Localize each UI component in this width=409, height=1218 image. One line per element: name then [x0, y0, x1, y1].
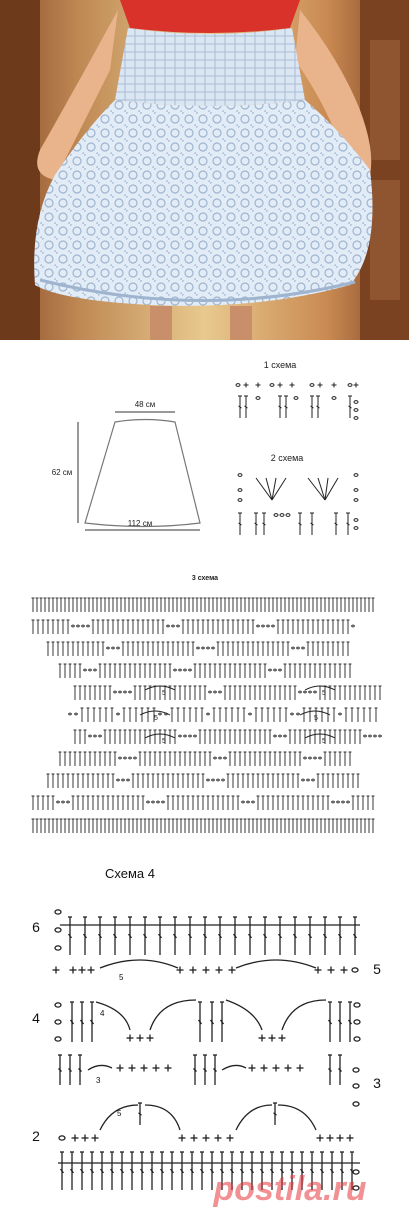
chain-stitch	[267, 625, 270, 627]
chain-stitch	[339, 713, 342, 715]
scheme4-stitches	[53, 910, 361, 1190]
chain-arc	[226, 1000, 262, 1030]
chain-stitch	[197, 647, 200, 649]
chain-arc	[100, 960, 178, 968]
chain-stitch	[354, 401, 358, 404]
skirt-outline	[85, 420, 200, 527]
chain-stitch	[177, 625, 180, 627]
chain-stitch	[184, 669, 187, 671]
chain-stitch	[129, 757, 132, 759]
chain-stitch	[69, 713, 72, 715]
chain-stitch	[352, 625, 355, 627]
chain-stitch	[236, 384, 240, 387]
chain-stitch	[291, 713, 294, 715]
chain-stitch	[354, 1003, 360, 1007]
chain-stitch	[280, 514, 284, 517]
chain-stitch	[147, 801, 150, 803]
chain-stitch	[167, 625, 170, 627]
chain-stitch	[217, 779, 220, 781]
chain-stitch	[194, 735, 197, 737]
chain-stitch	[354, 499, 358, 502]
chain-stitch	[256, 397, 260, 400]
chain-stitch	[272, 625, 275, 627]
chain-stitch	[374, 735, 377, 737]
chain-stitch	[354, 519, 358, 522]
chain-arc	[278, 1105, 316, 1130]
chain-stitch	[55, 946, 61, 950]
chain-stitch	[310, 384, 314, 387]
chain-stitch	[354, 474, 358, 477]
chain-stitch	[304, 757, 307, 759]
scheme2-stitches	[238, 474, 358, 535]
chain-stitch	[302, 647, 305, 649]
chain-stitch	[129, 691, 132, 693]
chain-stitch	[89, 735, 92, 737]
chain-stitch	[314, 757, 317, 759]
chain-stitch	[354, 417, 358, 420]
row-number-5: 5	[373, 961, 381, 977]
chain-stitch	[214, 691, 217, 693]
chain-stitch	[294, 397, 298, 400]
chain-stitch	[214, 757, 217, 759]
chain-stitch	[284, 735, 287, 737]
pattern-scheme-4	[0, 850, 409, 1213]
fan-stitch	[308, 478, 325, 500]
fan-stitch	[256, 478, 272, 500]
scheme3-arc-label: 5	[162, 738, 166, 745]
chain-stitch	[269, 669, 272, 671]
chain-stitch	[134, 757, 137, 759]
chain-stitch	[352, 968, 358, 972]
chain-stitch	[292, 647, 295, 649]
chain-stitch	[59, 1136, 65, 1140]
chain-stitch	[174, 669, 177, 671]
row-number-3: 3	[373, 1075, 381, 1091]
chain-stitch	[319, 757, 322, 759]
scheme3-arc-label: 5	[314, 715, 318, 722]
chain-stitch	[119, 757, 122, 759]
chain-stitch	[353, 1102, 359, 1106]
scheme3-stitches	[32, 598, 382, 833]
chain-stitch	[114, 691, 117, 693]
chain-stitch	[312, 779, 315, 781]
chain-stitch	[379, 735, 382, 737]
chain-stitch	[212, 779, 215, 781]
chain-stitch	[82, 625, 85, 627]
chain-arc	[145, 1105, 180, 1130]
chain-stitch	[279, 735, 282, 737]
scheme3-arc-label: 5	[322, 690, 326, 697]
chain-stitch	[224, 757, 227, 759]
chain-stitch	[219, 757, 222, 759]
chain-stitch	[55, 928, 61, 932]
scheme4-arc-label: 5	[117, 1109, 122, 1118]
chain-arc	[236, 1105, 272, 1130]
chain-stitch	[257, 625, 260, 627]
chain-stitch	[75, 713, 78, 715]
chain-stitch	[72, 625, 75, 627]
dc-stitch-bar	[274, 1113, 277, 1115]
chain-stitch	[219, 691, 222, 693]
scheme4-arc-label: 3	[96, 1076, 101, 1085]
skirt-photo	[0, 0, 409, 340]
chain-stitch	[207, 647, 210, 649]
chain-stitch	[157, 801, 160, 803]
pattern-schemes-1-2	[0, 340, 409, 550]
chain-stitch	[162, 801, 165, 803]
schemes-1-2-drawing	[0, 340, 409, 550]
chain-stitch	[55, 1020, 61, 1024]
chain-stitch	[354, 527, 358, 530]
chain-stitch	[309, 757, 312, 759]
chain-stitch	[369, 735, 372, 737]
scheme4-arc-label: 5	[119, 973, 124, 982]
row-number-6: 6	[32, 919, 40, 935]
chain-stitch	[179, 669, 182, 671]
chain-stitch	[84, 669, 87, 671]
chain-stitch	[342, 801, 345, 803]
chain-stitch	[347, 801, 350, 803]
chain-stitch	[122, 779, 125, 781]
chain-stitch	[124, 691, 127, 693]
pattern-scheme-3	[0, 550, 409, 850]
scheme4-arc-label: 4	[100, 1009, 105, 1018]
scheme3-drawing	[0, 550, 409, 850]
chain-stitch	[297, 647, 300, 649]
chain-stitch	[332, 801, 335, 803]
chain-stitch	[57, 801, 60, 803]
chain-arc	[236, 960, 316, 968]
chain-stitch	[87, 625, 90, 627]
chain-stitch	[94, 669, 97, 671]
chain-stitch	[238, 499, 242, 502]
chain-stitch	[337, 801, 340, 803]
chain-stitch	[222, 779, 225, 781]
chain-stitch	[354, 1020, 360, 1024]
chain-stitch	[55, 1037, 61, 1041]
side-dimension-label: 62 см	[51, 468, 73, 477]
chain-stitch	[247, 801, 250, 803]
chain-stitch	[270, 384, 274, 387]
chain-stitch	[304, 691, 307, 693]
chain-stitch	[353, 1068, 359, 1072]
fan-stitch	[318, 478, 325, 500]
skirt-photo-image	[0, 0, 409, 340]
chain-stitch	[107, 647, 110, 649]
chain-stitch	[207, 779, 210, 781]
chain-stitch	[172, 625, 175, 627]
scheme1-stitches	[236, 383, 359, 420]
chain-stitch	[207, 713, 210, 715]
chain-stitch	[189, 735, 192, 737]
chain-stitch	[286, 514, 290, 517]
chain-stitch	[77, 625, 80, 627]
chain-stitch	[117, 779, 120, 781]
chain-stitch	[354, 409, 358, 412]
chain-stitch	[212, 647, 215, 649]
chain-stitch	[279, 669, 282, 671]
chain-stitch	[238, 489, 242, 492]
scheme4-drawing	[0, 850, 409, 1213]
chain-stitch	[159, 713, 162, 715]
watermark: postila.ru	[213, 1170, 367, 1208]
chain-stitch	[364, 735, 367, 737]
chain-stitch	[348, 384, 352, 387]
chain-stitch	[184, 735, 187, 737]
chain-stitch	[55, 1003, 61, 1007]
chain-stitch	[249, 713, 252, 715]
scheme3-title: 3 схема	[191, 575, 219, 582]
chain-stitch	[89, 669, 92, 671]
chain-stitch	[152, 801, 155, 803]
chain-stitch	[238, 474, 242, 477]
chain-stitch	[302, 779, 305, 781]
chain-stitch	[307, 779, 310, 781]
chain-stitch	[119, 691, 122, 693]
chain-stitch	[314, 691, 317, 693]
chain-stitch	[262, 625, 265, 627]
chain-arc	[222, 1065, 246, 1070]
scheme1-title: 1 схема	[263, 360, 297, 370]
chain-stitch	[112, 647, 115, 649]
chain-arc	[282, 1000, 326, 1030]
chain-stitch	[274, 514, 278, 517]
chain-stitch	[354, 1037, 360, 1041]
chain-stitch	[332, 397, 336, 400]
chain-stitch	[124, 757, 127, 759]
chain-stitch	[62, 801, 65, 803]
chain-arc	[150, 1000, 196, 1030]
chain-stitch	[274, 669, 277, 671]
chain-stitch	[299, 691, 302, 693]
chain-stitch	[55, 910, 61, 914]
chain-stitch	[252, 801, 255, 803]
scheme3-arc-label: 5	[322, 738, 326, 745]
scheme2-title: 2 схема	[270, 453, 304, 463]
chain-stitch	[117, 647, 120, 649]
scheme3-arc-label: 5	[154, 715, 158, 722]
chain-stitch	[354, 489, 358, 492]
chain-arc	[88, 1065, 112, 1070]
chain-stitch	[202, 647, 205, 649]
chain-stitch	[94, 735, 97, 737]
chain-stitch	[309, 691, 312, 693]
chain-stitch	[242, 801, 245, 803]
chain-stitch	[67, 801, 70, 803]
chain-stitch	[297, 713, 300, 715]
top-dimension-label: 48 см	[134, 400, 156, 409]
row-number-4: 4	[32, 1010, 40, 1026]
chain-stitch	[99, 735, 102, 737]
scheme4-title: Схема 4	[105, 866, 155, 881]
chain-stitch	[179, 735, 182, 737]
scheme3-arc-label: 5	[162, 690, 166, 697]
dc-stitch-bar	[139, 1113, 142, 1115]
chain-stitch	[353, 1084, 359, 1088]
chain-stitch	[127, 779, 130, 781]
chain-stitch	[274, 735, 277, 737]
chain-stitch	[189, 669, 192, 671]
row-number-2: 2	[32, 1128, 40, 1144]
bottom-dimension-label: 112 см	[127, 519, 153, 528]
chain-stitch	[209, 691, 212, 693]
chain-stitch	[117, 713, 120, 715]
